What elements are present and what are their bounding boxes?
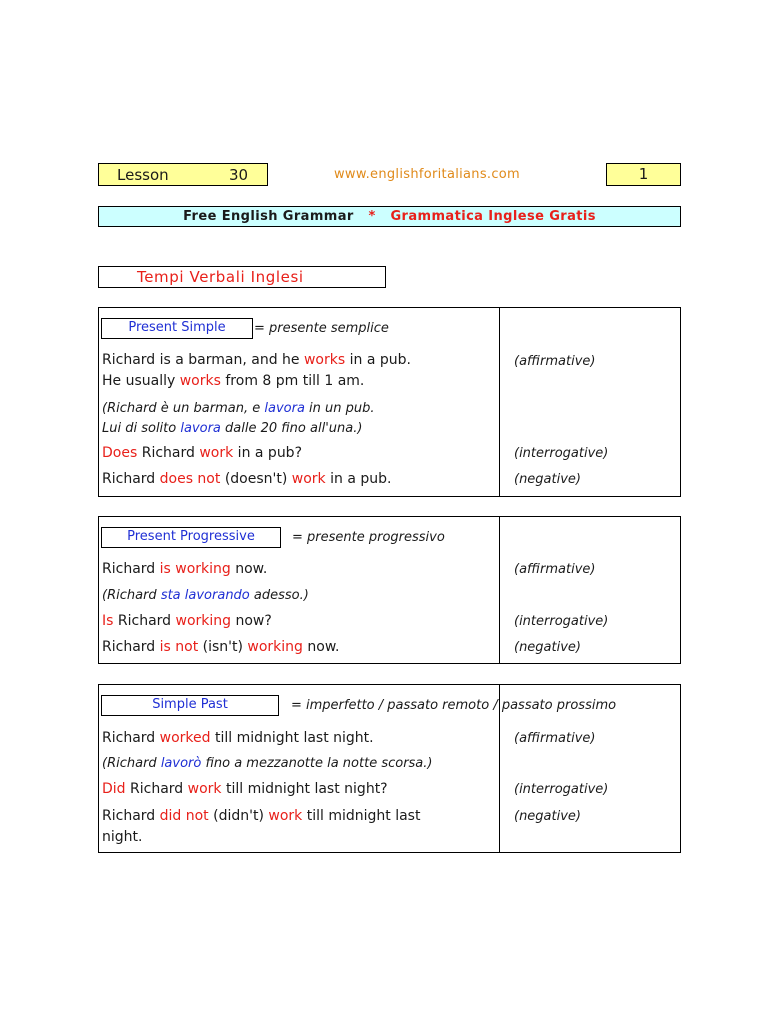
text: in un pub. [304,401,375,416]
verb-highlight: work [199,445,234,461]
verb-highlight: work [268,808,303,824]
affirmative-line-1 [102,352,411,368]
verb-translation: lavora [264,401,305,416]
section-present-simple [98,307,681,497]
verb-highlight: does not [159,471,221,487]
verb-highlight: Did [102,781,126,797]
text: now. [230,561,268,577]
text: Richard [137,445,200,461]
text: (doesn't) [220,471,292,487]
text: in a pub. [345,352,411,368]
translation-line-1 [102,401,375,416]
banner [98,206,681,227]
verb-highlight: worked [159,730,211,746]
verb-highlight: work [291,471,326,487]
text: fino a mezzanotte la notte scorsa.) [201,756,433,771]
negative-line-1 [102,808,420,824]
site-url-link[interactable]: www.englishforitalians.com [334,167,521,182]
text: till midnight last [302,808,421,824]
tense-equivalent: = presente progressivo [292,530,445,545]
section-simple-past [98,684,681,853]
affirmative-line [102,730,374,746]
page-number-box [606,163,681,186]
verb-translation: sta lavorando [160,588,250,603]
banner-left-text: Free English Grammar [183,209,354,224]
verb-highlight: did not [159,808,209,824]
text: Richard [102,808,160,824]
note-interrogative: (interrogative) [514,446,609,461]
text: dalle 20 fino all'una.) [220,421,363,436]
verb-highlight: Is [102,613,114,629]
page-number: 1 [638,165,649,183]
page-title: Tempi Verbali Inglesi [98,266,386,288]
note-negative: (negative) [514,640,581,655]
note-affirmative: (affirmative) [514,731,596,746]
note-interrogative: (interrogative) [514,782,609,797]
translation-line [102,588,309,603]
verb-highlight: works [303,352,346,368]
text: from 8 pm till 1 am. [220,373,365,389]
interrogative-line [102,781,388,797]
tense-equivalent: = imperfetto / passato remoto / passato prossimo [291,698,617,713]
tense-label-present-progressive: Present Progressive [101,527,281,548]
text: Lui di solito [102,421,181,436]
note-negative: (negative) [514,809,581,824]
tense-equivalent: = presente semplice [254,321,389,336]
text: (Richard [102,756,161,771]
note-interrogative: (interrogative) [514,614,609,629]
note-negative: (negative) [514,472,581,487]
negative-line [102,639,339,655]
text: (didn't) [208,808,269,824]
text: now? [231,613,272,629]
column-divider [499,517,500,663]
text: Richard [102,639,160,655]
verb-highlight: is not [159,639,199,655]
affirmative-line [102,561,267,577]
affirmative-line-2 [102,373,364,389]
text: now. [302,639,340,655]
text: Richard [102,471,160,487]
text: Richard [125,781,188,797]
tense-label-present-simple: Present Simple [101,318,253,339]
tense-label-simple-past: Simple Past [101,695,279,716]
verb-highlight: working [175,613,232,629]
text: Richard is a barman, and he [102,352,304,368]
column-divider [499,308,500,496]
text: in a pub? [233,445,303,461]
verb-highlight: work [187,781,222,797]
translation-line-2 [102,421,362,436]
text: He usually [102,373,180,389]
text: Richard [102,730,160,746]
verb-highlight: working [247,639,303,655]
note-affirmative: (affirmative) [514,354,596,369]
text: (Richard è un barman, e [102,401,265,416]
negative-line-2: night. [102,829,143,845]
text: adesso.) [249,588,309,603]
verb-highlight: works [179,373,221,389]
text: Richard [102,561,160,577]
interrogative-line [102,445,302,461]
text: till midnight last night. [210,730,374,746]
verb-translation: lavorò [160,756,202,771]
verb-highlight: Does [102,445,138,461]
text: (Richard [102,588,161,603]
text: Richard [113,613,176,629]
interrogative-line [102,613,272,629]
negative-line [102,471,391,487]
text: till midnight last night? [221,781,388,797]
banner-star: * [368,209,376,224]
verb-highlight: is working [159,561,231,577]
translation-line [102,756,432,771]
text: (isn't) [198,639,248,655]
lesson-box [98,163,268,186]
banner-right-text: Grammatica Inglese Gratis [390,209,596,224]
note-affirmative: (affirmative) [514,562,596,577]
section-present-progressive [98,516,681,664]
verb-translation: lavora [180,421,221,436]
lesson-label: Lesson [117,166,169,184]
lesson-number: 30 [229,166,249,184]
text: in a pub. [325,471,392,487]
